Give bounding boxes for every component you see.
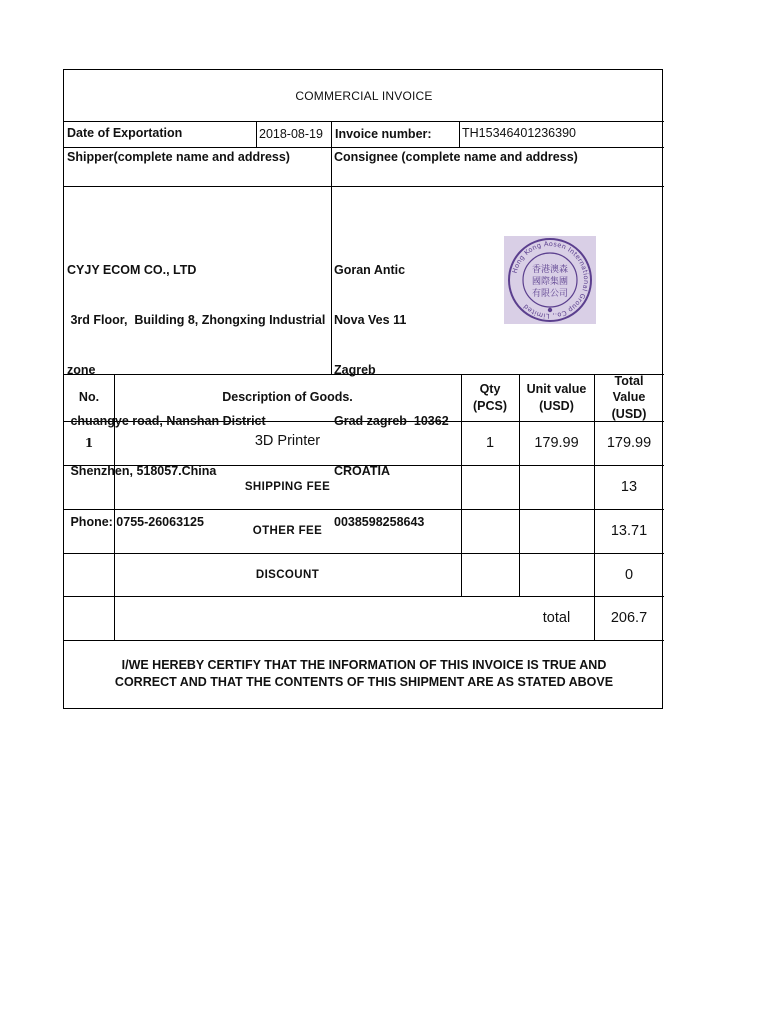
divider bbox=[64, 186, 664, 187]
discount-value: 0 bbox=[624, 566, 634, 583]
stamp-seal-icon bbox=[504, 236, 596, 324]
item-total-value: 179.99 bbox=[606, 435, 652, 451]
item-qty: 1 bbox=[485, 435, 495, 451]
certification-line: CORRECT AND THAT THE CONTENTS OF THIS SHIPMENT ARE AS STATED ABOVE bbox=[114, 675, 614, 689]
header-total-line: Value bbox=[612, 390, 646, 405]
grand-total-label: total bbox=[542, 610, 571, 626]
header-qty-line: Qty bbox=[479, 382, 501, 396]
consignee-line: 0038598258643 bbox=[334, 514, 425, 529]
divider bbox=[64, 147, 664, 148]
header-total-value bbox=[594, 374, 664, 421]
item-description: 3D Printer bbox=[254, 433, 321, 449]
invoice-number-value: TH15346401236390 bbox=[462, 126, 576, 140]
item-unit-value: 179.99 bbox=[534, 435, 579, 451]
header-unit-line: (USD) bbox=[539, 398, 574, 413]
invoice-number-label: Invoice number: bbox=[335, 127, 432, 141]
consignee-line: Nova Ves 11 bbox=[334, 312, 407, 327]
grand-total-value: 206.7 bbox=[610, 610, 648, 626]
svg-text:國際集團: 國際集團 bbox=[531, 277, 569, 287]
svg-text:Hong Kong Aosen International: Hong Kong Aosen International Group Co., Limited bbox=[510, 239, 591, 321]
company-stamp bbox=[504, 236, 596, 324]
certification-line: I/WE HEREBY CERTIFY THAT THE INFORMATION OF THIS INVOICE IS TRUE AND bbox=[121, 658, 607, 672]
header-qty bbox=[461, 374, 519, 421]
consignee-line: Goran Antic bbox=[334, 262, 406, 277]
svg-text:香港澳森: 香港澳森 bbox=[531, 265, 569, 275]
shipping-fee-label: SHIPPING FEE bbox=[244, 481, 331, 493]
header-unit-value bbox=[519, 374, 594, 421]
invoice-title: COMMERCIAL INVOICE bbox=[295, 88, 433, 103]
shipper-line: zone bbox=[67, 363, 96, 378]
divider bbox=[256, 121, 257, 147]
divider bbox=[64, 121, 664, 122]
header-total-line: Total bbox=[614, 373, 644, 388]
header-description: Description of Goods. bbox=[222, 390, 353, 405]
consignee-line: Zagreb bbox=[334, 363, 376, 378]
shipper-label: Shipper(complete name and address) bbox=[67, 150, 290, 164]
certification-statement bbox=[64, 640, 664, 708]
header-qty-line: (PCS) bbox=[472, 398, 508, 413]
other-fee-label: OTHER FEE bbox=[252, 525, 323, 537]
consignee-line: Grad zagreb 10362 bbox=[334, 413, 449, 428]
shipper-line: chuangye road, Nanshan District bbox=[67, 413, 266, 428]
header-no: No. bbox=[78, 390, 100, 405]
shipper-line: Phone: 0755-26063125 bbox=[67, 514, 204, 529]
shipper-line: Shenzhen, 518057.China bbox=[67, 464, 217, 479]
shipping-fee-value: 13 bbox=[620, 479, 638, 495]
shipper-line: CYJY ECOM CO., LTD bbox=[67, 262, 197, 277]
header-unit-line: Unit value bbox=[526, 382, 587, 396]
divider bbox=[459, 121, 460, 147]
item-no: 1 bbox=[84, 436, 94, 450]
date-value: 2018-08-19 bbox=[259, 127, 323, 141]
consignee-label: Consignee (complete name and address) bbox=[334, 150, 578, 164]
date-label: Date of Exportation bbox=[67, 126, 183, 140]
svg-text:有限公司: 有限公司 bbox=[531, 289, 569, 299]
other-fee-value: 13.71 bbox=[610, 523, 648, 539]
commercial-invoice bbox=[63, 69, 663, 709]
shipper-line: 3rd Floor, Building 8, Zhongxing Industrial bbox=[67, 312, 326, 327]
discount-label: DISCOUNT bbox=[255, 568, 320, 581]
header-total-line: (USD) bbox=[611, 406, 647, 421]
consignee-line: CROATIA bbox=[334, 464, 391, 479]
divider bbox=[331, 121, 332, 374]
